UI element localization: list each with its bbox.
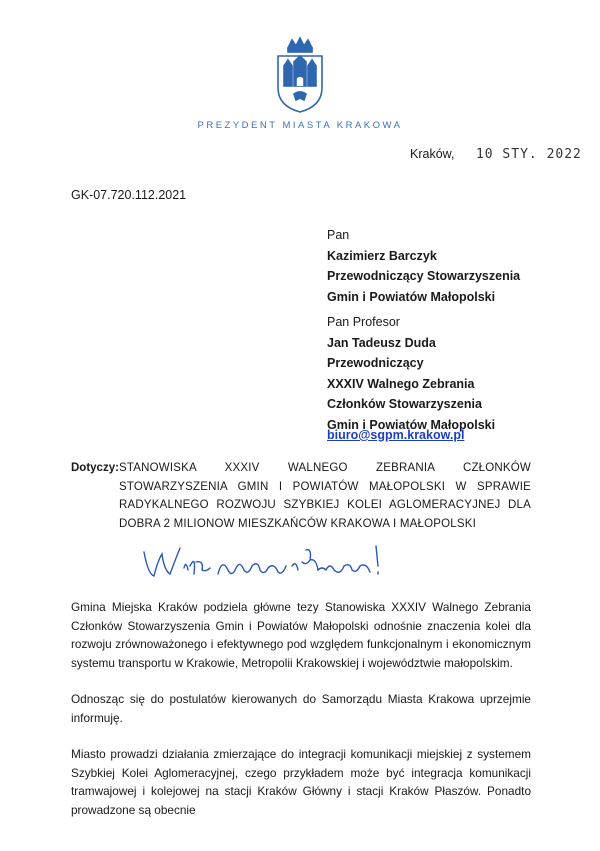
body-paragraph: Odnosząc się do postulatów kierowanych do Samorządu Miasta Krakowa uprzejmie informuję. — [71, 692, 531, 725]
date-place: Kraków, — [410, 147, 455, 161]
subject-label: Dotyczy: — [71, 462, 119, 474]
addressee-role: Gmin i Powiatów Małopolski — [327, 289, 496, 304]
email-link[interactable]: biuro@sgpm.krakow.pl — [327, 428, 465, 442]
subject-text: STANOWISKA XXXIV WALNEGO ZEBRANIA CZŁONKÓW STOWARZYSZENIA GMIN I POWIATÓW MAŁOPOLSKI W SPRAWIE RADYKALNEGO ROZWOJU SZYBKIEJ KOLEI AGLOMERACYJNEJ DLA DOBRA 2 MILIONOW MIESZKAŃCÓW KRAKOWA I MAŁOPOLSKI — [119, 462, 531, 530]
subject-block — [71, 459, 531, 533]
addressee-role: XXXIV Walnego Zebrania — [327, 376, 475, 391]
addressee-block-1 — [327, 225, 520, 307]
office-title: PREZYDENT MIASTA KRAKOWA — [197, 120, 403, 131]
date-line — [410, 147, 582, 162]
addressee-role: Członków Stowarzyszenia — [327, 397, 482, 411]
body-paragraph: Miasto prowadzi działania zmierzające do integracji komunikacji miejskiej z systemem Szybkiej Kolei Aglomeracyjnej, czego przykładem może być integracja komunikacji tramwajowej i kolejowej na stacji Kraków Główny i stacji Kraków Płaszów. Ponadto prowadzone są obecnie — [71, 747, 531, 817]
body-paragraph: Gmina Miejska Kraków podziela główne tezy Stanowiska XXXIV Walnego Zebrania Członków Stowarzyszenia Gmin i Powiatów Małopolski odnośnie znaczenia kolei dla rozwoju zrównoważonego i efektywnego pod względem funkcjonalnym i ekonomicznym systemu transportu w Krakowie, Metropolii Krakowskiej i województwie małopolskim. — [71, 600, 531, 670]
addressee-role: Gmin i Powiatów Małopolski — [327, 417, 496, 432]
krakow-coat-of-arms-icon — [270, 36, 330, 116]
addressee-block-2 — [327, 312, 495, 435]
addressee-greeting: Pan Profesor — [327, 315, 400, 329]
letter-body — [71, 598, 531, 837]
addressee-name: Jan Tadeusz Duda — [327, 335, 436, 350]
addressee-name: Kazimierz Barczyk — [327, 248, 437, 263]
addressee-role: Przewodniczący Stowarzyszenia — [327, 269, 521, 283]
addressee-role: Przewodniczący — [327, 356, 424, 370]
addressee-greeting: Pan — [327, 228, 350, 242]
handwritten-salutation — [140, 540, 420, 590]
date-stamp: 10 STY. 2022 — [475, 147, 582, 162]
reference-number: GK-07.720.112.2021 — [71, 188, 187, 202]
